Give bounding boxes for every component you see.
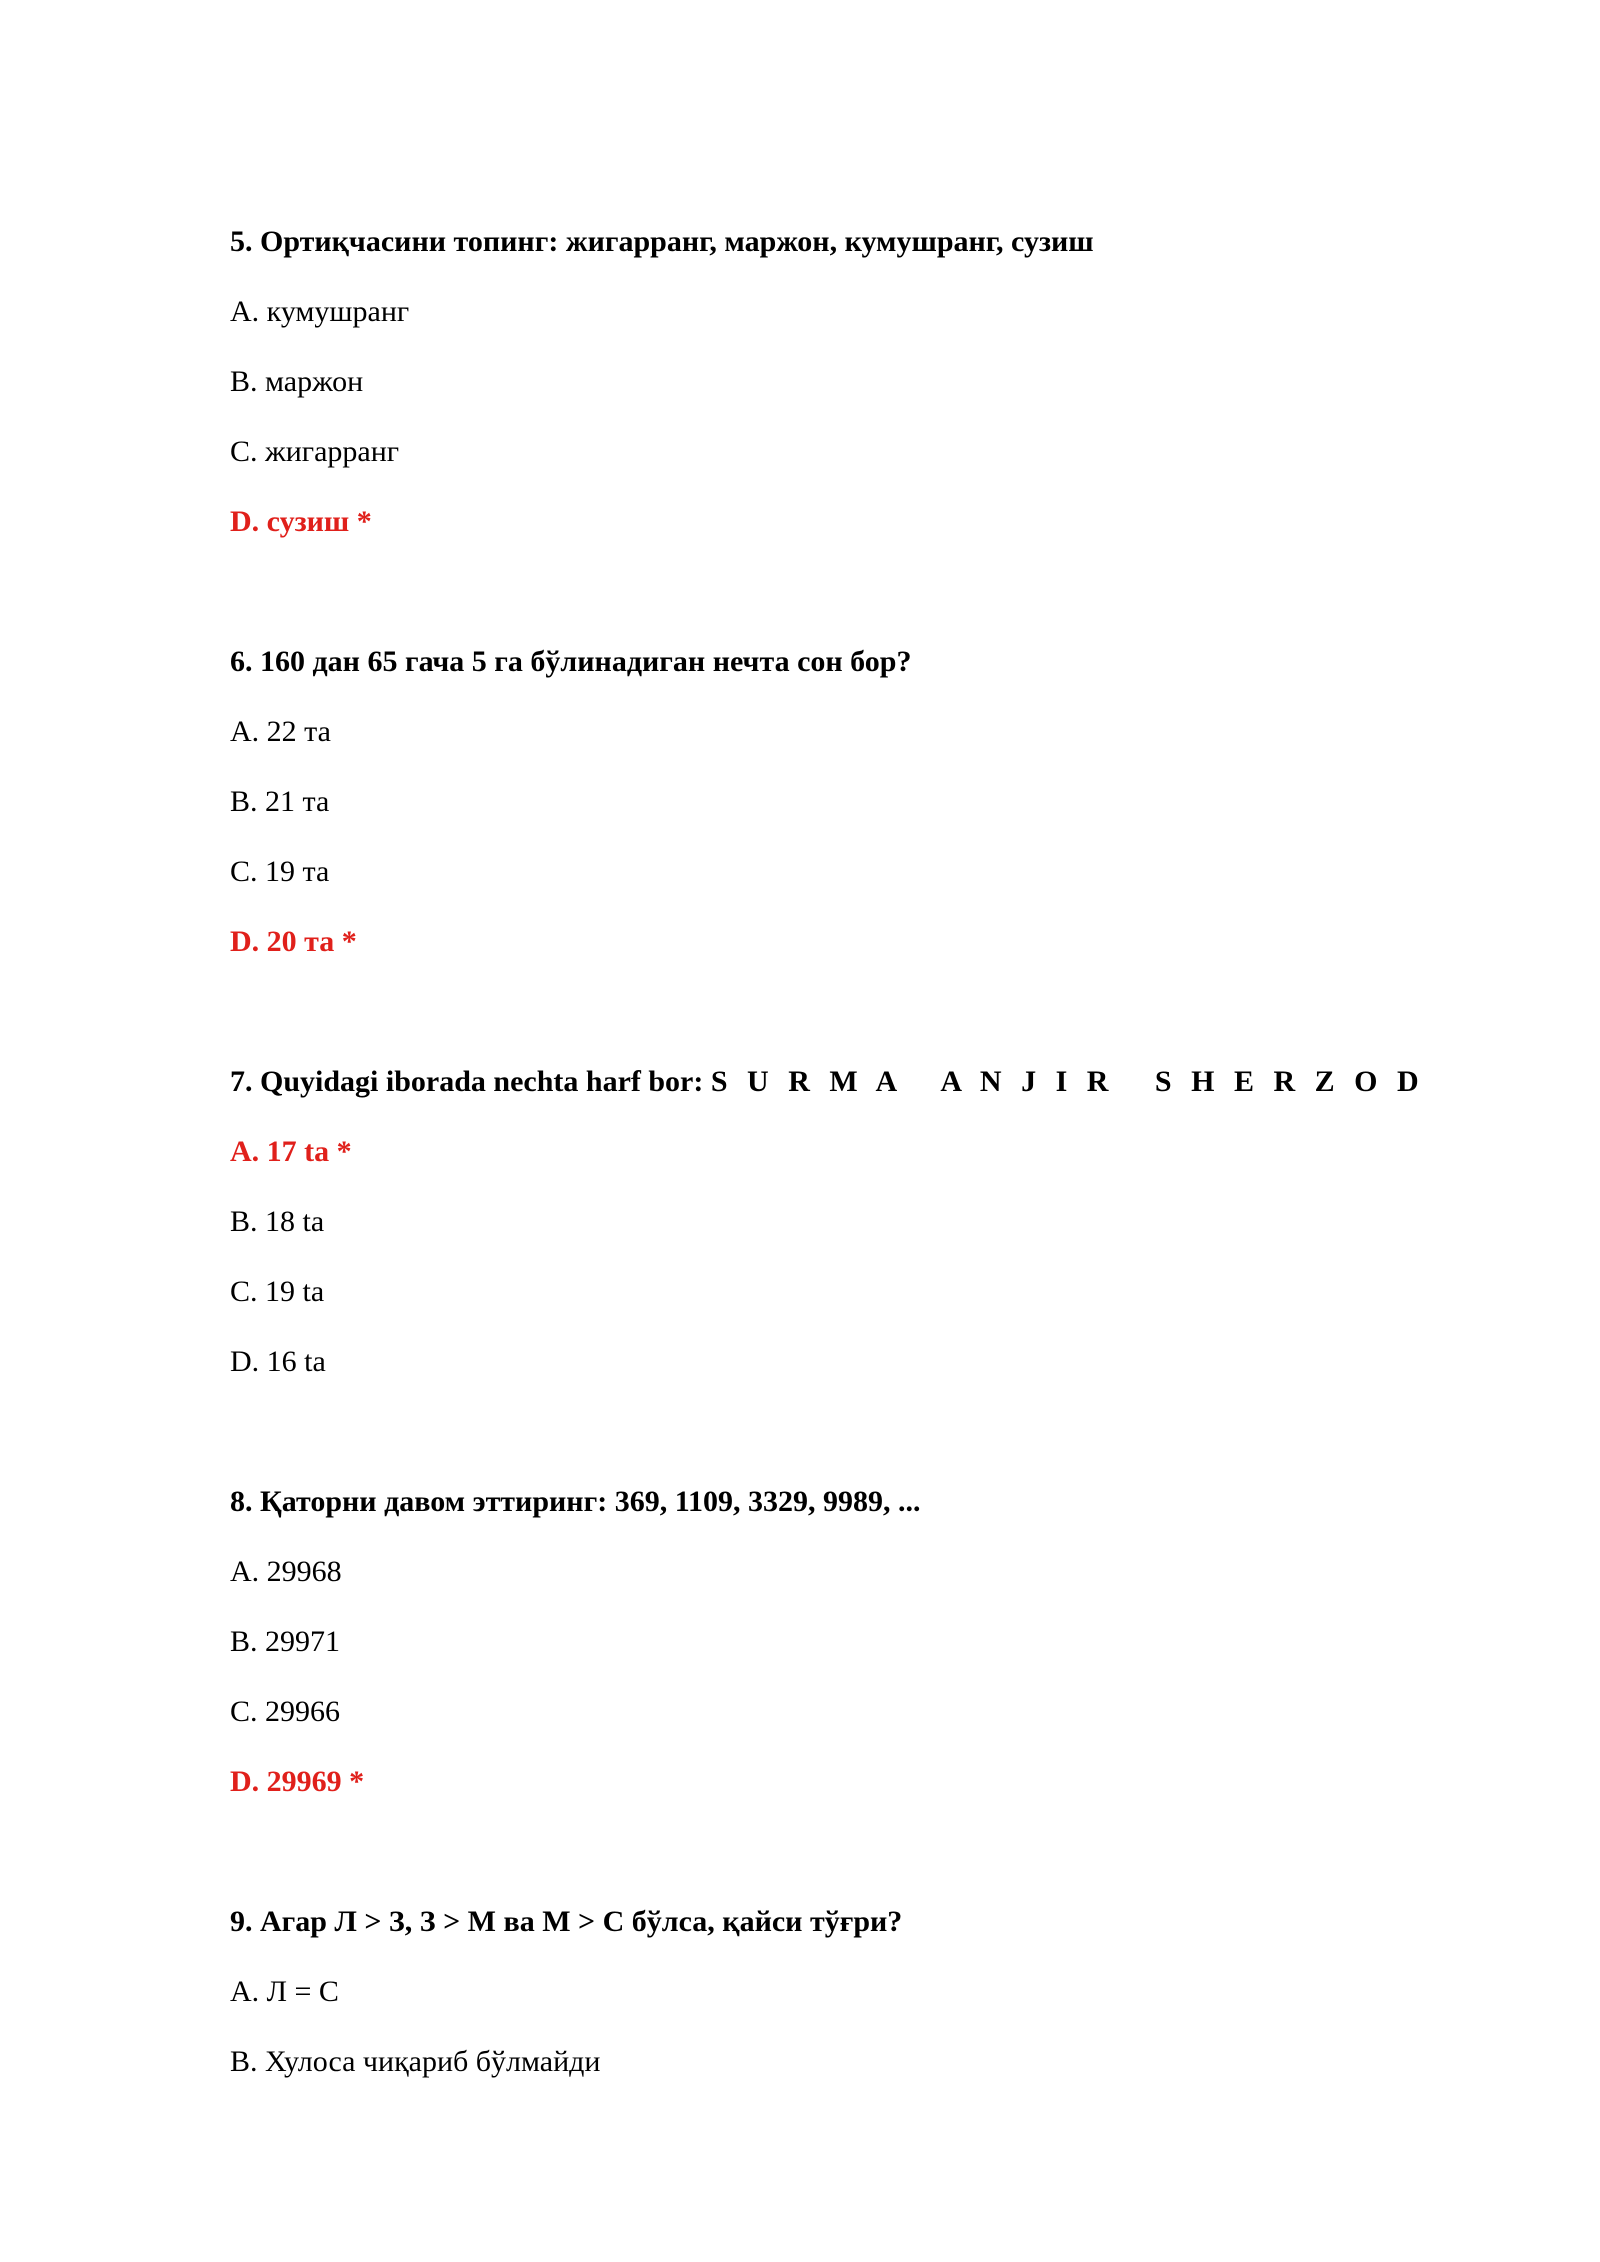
option-c: C. 19 та — [230, 855, 330, 888]
question-6 — [230, 644, 1530, 960]
question-title: 6. 160 дан 65 гача 5 га бўлинадиган нечта сон бор? — [230, 645, 912, 678]
question-9 — [230, 1904, 1530, 2080]
question-title: 8. Қаторни давом эттиринг: 369, 1109, 3329, 9989, ... — [230, 1485, 921, 1518]
question-5 — [230, 224, 1530, 540]
question-7 — [230, 1064, 1530, 1380]
option-a: A. кумушранг — [230, 295, 410, 328]
question-title — [230, 1064, 1530, 1100]
question-8 — [230, 1484, 1530, 1800]
option-b: B. Хулоса чиқариб бўлмайди — [230, 2045, 601, 2078]
option-d-correct: D. 20 та * — [230, 925, 357, 958]
option-c: C. 29966 — [230, 1695, 341, 1728]
option-a: A. 22 та — [230, 715, 331, 748]
option-b: B. 21 та — [230, 785, 330, 818]
option-d: D. 16 ta — [230, 1345, 326, 1378]
option-d-correct: D. 29969 * — [230, 1765, 365, 1798]
option-b: B. 29971 — [230, 1625, 341, 1658]
question-title-letters: S U R M A A N J I R S H E R Z O D — [710, 1065, 1425, 1098]
option-a: A. Л = С — [230, 1975, 339, 2008]
option-a-correct: A. 17 ta * — [230, 1135, 352, 1168]
question-title: 5. Ортиқчасини топинг: жигарранг, маржон, кумушранг, сузиш — [230, 225, 1094, 258]
option-a: A. 29968 — [230, 1555, 342, 1588]
option-c: C. жигарранг — [230, 435, 400, 468]
option-d-correct: D. сузиш * — [230, 505, 372, 538]
option-b: B. 18 ta — [230, 1205, 325, 1238]
question-title: 9. Агар Л > З, З > М ва М > С бўлса, қайси тўғри? — [230, 1905, 903, 1938]
question-title-prefix: 7. Quyidagi iborada nechta harf bor: — [230, 1065, 711, 1098]
option-c: C. 19 ta — [230, 1275, 325, 1308]
option-b: B. маржон — [230, 365, 364, 398]
